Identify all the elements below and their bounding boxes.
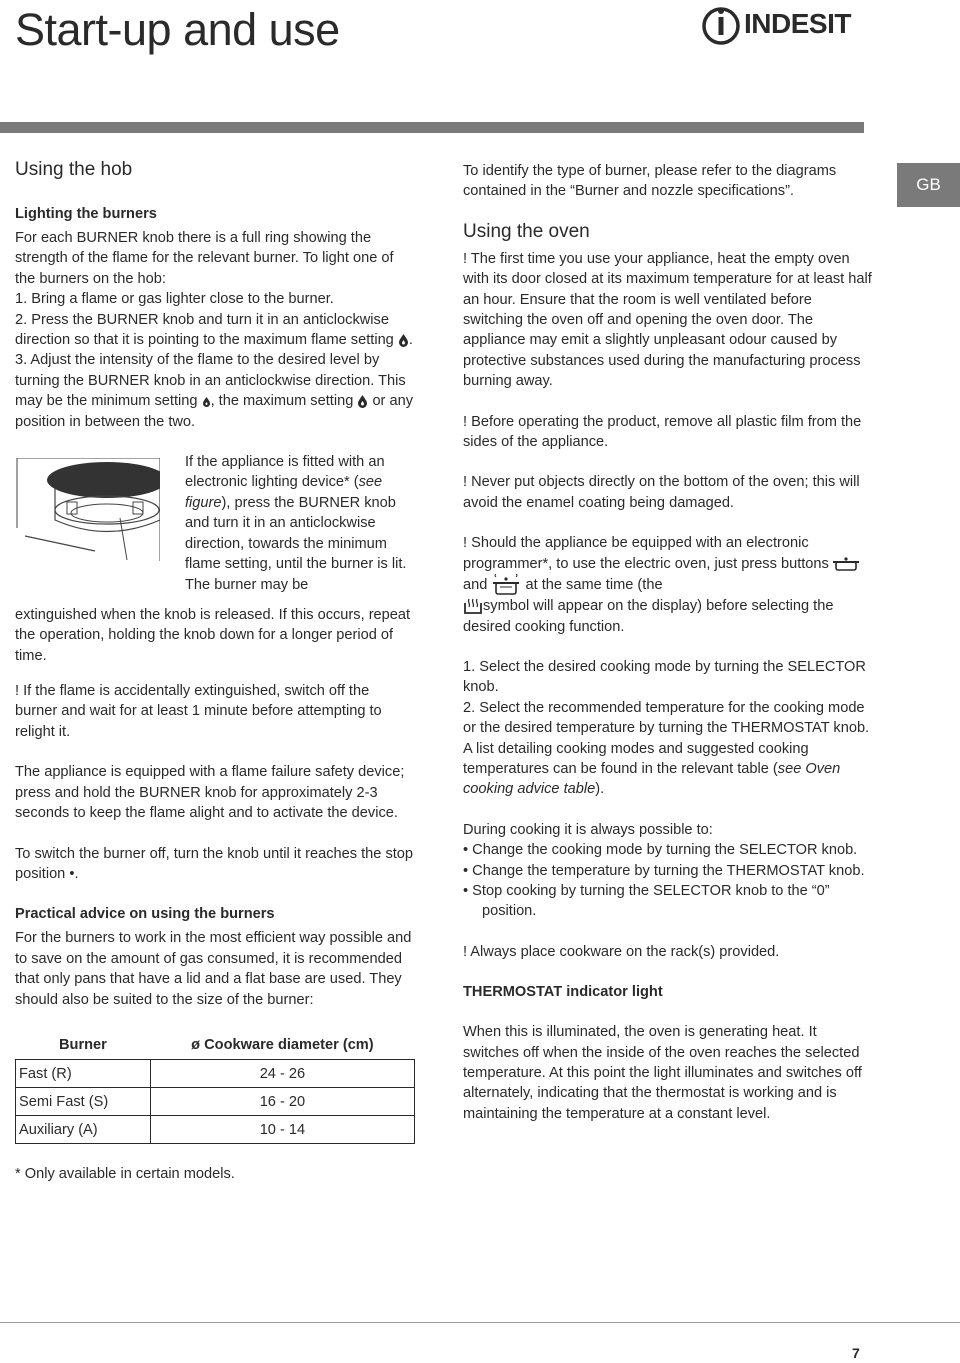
step-select-temp: 2. Select the recommended temperature for the cooking mode or the desired temperature by turning the THERMOSTAT knob. [463,699,870,737]
section-heading-hob: Using the hob [15,159,133,180]
table-header-diameter: ø Cookware diameter (cm) [150,1032,414,1060]
subheading-lighting: Lighting the burners [15,206,157,222]
footer-rule [0,1322,960,1323]
page-title: Start-up and use [15,4,340,55]
page-number: 7 [852,1345,860,1361]
table-cell-burner: Auxiliary (A) [16,1116,151,1144]
table-row [16,1060,415,1088]
min-flame-icon [202,396,211,407]
subheading-practical: Practical advice on using the burners [15,906,275,923]
paragraph-identify: To identify the type of burner, please refer to the diagrams contained in the “Burner and nozzle specifications”. [463,163,837,200]
paragraph-cooking-table: A list detailing cooking modes and suggested cooking temperatures can be found in the relevant table (see Oven cooking advice table). [463,740,841,798]
step-2: 2. Press the BURNER knob and turn it in an anticlockwise direction so that it is pointing to the maximum flame setting . [15,311,413,349]
paragraph-intro: For each BURNER knob there is a full ring showing the strength of the flame for the relevant burner. To light one of the burners on the hob: [15,230,394,287]
paragraph-practical: For the burners to work in the most efficient way possible and to save on the amount of gas consumed, it is recommended that only pans that have a lid and a flat base are used. They should also be suited to the size of the burner: [15,930,412,1008]
table-cell-burner: Fast (R) [16,1060,151,1088]
footnote: * Only available in certain models. [15,1166,235,1183]
burner-figure [15,458,160,561]
table-cell-burner: Semi Fast (S) [16,1088,151,1116]
table-cell-diameter: 10 - 14 [150,1116,414,1144]
table-row [16,1088,415,1116]
warning-flame: ! If the flame is accidentally extinguished, switch off the burner and wait for at least 1 minute before attempting to relight it. [15,683,382,740]
right-column [463,161,873,1124]
list-item: • Stop cooking by turning the SELECTOR knob to the “0” position. [463,882,830,920]
header-rule [0,122,864,133]
step-select-mode: 1. Select the desired cooking mode by turning the SELECTOR knob. [463,658,866,696]
step-1: 1. Bring a flame or gas lighter close to the burner. [15,291,334,308]
table-header-burner: Burner [16,1032,151,1060]
pot-button-icon [833,556,859,572]
paragraph-thermostat: When this is illuminated, the oven is generating heat. It switches off when the inside of the oven reaches the selected temperature. At this point the light illuminates and switches off alternately, indicating that the thermostat is working and is maintaining the temperature at a constant level. [463,1024,862,1122]
ignition-text-continued: extinguished when the knob is released. If this occurs, repeat the operation, holding the knob down for a longer period of time. [15,607,411,664]
paragraph-switch-off: To switch the burner off, turn the knob until it reaches the stop position •. [15,845,414,882]
warning-rack: ! Always place cookware on the rack(s) provided. [463,943,780,960]
ignition-figure-block [15,452,415,681]
warning-first-use: ! The first time you use your appliance, heat the empty oven with its door closed at its maximum temperature for at least half an hour. Ensure that the room is well ventilated before switching the oven off and opening the oven door. The appliance may emit a slightly unpleasant odour caused by protective substances used during the manufacturing process burning away. [463,250,872,390]
brand-logo [700,2,870,48]
warning-plastic-film: ! Before operating the product, remove all plastic film from the sides of the appliance. [463,413,862,451]
step-3: 3. Adjust the intensity of the flame to the desired level by turning the BURNER knob in an anticlockwise direction. This may be the minimum setting , the maximum setting or any position in between the two. [15,352,413,430]
language-tab: GB [897,163,960,207]
table-cell-diameter: 24 - 26 [150,1060,414,1088]
warning-programmer: ! Should the appliance be equipped with an electronic programmer*, to use the electric oven, just press buttons and at the same time (the symbol will appear on the display) before selecting the desired cooking function. [463,533,873,637]
max-flame-icon [398,333,409,347]
table-row [16,1116,415,1144]
paragraph-safety: The appliance is equipped with a flame failure safety device; press and hold the BURNER knob for approximately 2-3 seconds to keep the flame alight and to activate the device. [15,764,405,822]
ignition-text: If the appliance is fitted with an electronic lighting device* (see figure), press the BURNER knob and turn it in an anticlockwise direction, towards the minimum flame setting, until the burner is lit. The burner may be [185,454,407,593]
burner-table [15,1032,415,1145]
left-column [15,158,415,1185]
table-cell-diameter: 16 - 20 [150,1088,414,1116]
subheading-thermostat: THERMOSTAT indicator light [463,984,663,1001]
paragraph-during: During cooking it is always possible to: [463,821,713,838]
heating-symbol-icon [463,597,483,615]
warning-oven-bottom: ! Never put objects directly on the bottom of the oven; this will avoid the enamel coating being damaged. [463,474,860,511]
max-flame-icon [357,394,368,408]
list-item: • Change the cooking mode by turning the SELECTOR knob. [463,842,858,859]
cooking-pot-button-icon [491,574,521,596]
indesit-logo-icon [700,2,742,48]
section-heading-oven: Using the oven [463,220,590,242]
list-item: • Change the temperature by turning the THERMOSTAT knob. [463,862,865,879]
brand-name: INDESIT [744,8,851,39]
